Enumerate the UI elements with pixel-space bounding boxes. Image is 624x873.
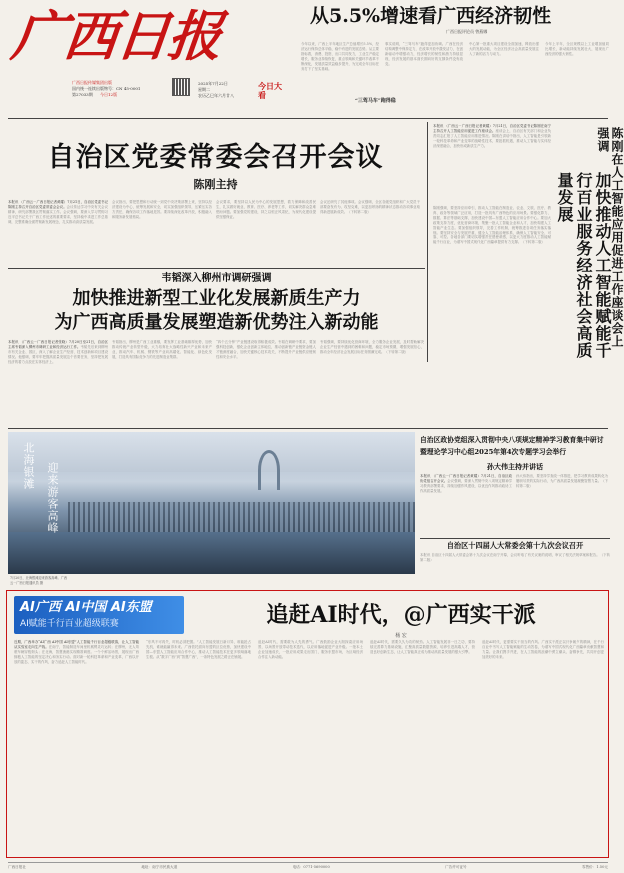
footer-item: 地址：南宁市民族大道	[141, 865, 178, 869]
photo-water	[8, 532, 415, 574]
issn-line: 国内统一连续出版物号：CN 45-0001	[72, 86, 141, 91]
npc-headline[interactable]: 自治区十四届人大常委会第十九次会议召开	[446, 541, 584, 550]
cppcc-headline-2[interactable]: 暨理论学习中心组2025年第4次专题学习会举行	[420, 448, 566, 456]
npc-divider	[420, 538, 610, 539]
right-dateline: 本报讯 （广西云－广西日报记者黄耀）7月21日，自治区党委书记陈刚在南宁主持召开人工智能应用促进工作座谈会。	[433, 124, 551, 133]
second-kicker: 韦韬深入柳州市调研强调	[161, 273, 272, 284]
top-article-text-2: 事实说明，“三驾马车”跑得更加协调。广西在经济结构调整中保持定力，在改革开放中激发活力，在创新驱动中增强动力，经济增长的韧性和潜力持续显现，经济发展的基本面长期向好的支撑条件没有改变。	[385, 42, 463, 66]
ai-byline: 杨 宏	[395, 633, 407, 639]
issue-weekday: 星期二	[198, 87, 210, 92]
lead-dateline: 本报讯 （广西云－广西日报记者黄耀）7月21日，自治区党委书记陈刚主持召开自治区党委常委会会议。	[8, 200, 108, 209]
second-article-col-2: 韦韬指出，柳州是广西工业重镇，要发挥工业基础雄厚优势，加快推动传统产业转型升级，大力培育壮大战略性新兴产业和未来产业，推动汽车、机械、钢铁等产业向高端化、智能化、绿色化发展，打造具有国际竞争力的先进制造业集群。	[112, 340, 212, 359]
newspaper-title: 广西日报	[8, 4, 224, 68]
lead-article-col-1: 本报讯 （广西云－广西日报记者黄耀）7月21日，自治区党委书记陈刚主持召开自治区党委常委会会议。会议传达学习中央有关会议精神，研究部署我区贯彻落实工作。会议强调，要深入学习贯彻习近平总书记关于广西工作论述的重要要求，坚持稳中求进工作总基调，完整准确全面贯彻新发展理念，扎实推动高质量发展。	[8, 200, 108, 224]
lead-article-col-4: 会议还研究了其他事项。会议强调，全区各级党组织和广大党员干部要奋发有为、攻坚克难，以更加昂扬的精神状态推动各项事业取得新进展新成效。（下转第二版）	[320, 200, 420, 214]
lead-article-col-3: 会议要求，要坚持以人民为中心的发展思想，着力保障和改善民生，扎实做好就业、教育、医疗、养老等工作，切实解决群众急难愁盼问题。要加强党的建设，持之以恒正风肃纪，为现代化建设提供坚强保证。	[216, 200, 316, 219]
lead-divider	[8, 268, 425, 269]
footer-rule	[8, 862, 608, 863]
cppcc-article-col-1: 本报讯 （广西云－广西日报记者黄耀）7月21日，自治区政协党组召开会议。会议强调，要深入贯彻中央八项规定精神学习教育部署要求，持续加强作风建设，以优良作风推动政协工作高质量发展。	[420, 474, 512, 493]
lead-subhead: 陈刚主持	[193, 178, 238, 191]
footer-item: 零售价：1.50元	[582, 865, 608, 869]
ai-headline[interactable]: 追赶AI时代，@广西实干派	[266, 602, 536, 628]
right-column-divider	[427, 122, 428, 362]
lead-headline[interactable]: 自治区党委常委会召开会议	[47, 142, 384, 173]
cppcc-subhead: 孙大伟主持并讲话	[487, 462, 543, 471]
second-headline-2[interactable]: 为广西高质量发展塑造新优势注入新动能	[54, 312, 379, 333]
second-dateline: 本报讯 （广西云－广西日报记者张晓）7月20日至21日，自治区主席韦韬深入柳州市调研工业和经济运行工作。	[8, 340, 108, 349]
ai-article-col-5: 追赶AI时代，更需要实干担当的作风。广西实干派正以只争朝夕的精神，在千行百业中书写人工智能赋能的生动答卷，为谱写中国式现代化广西篇章贡献智慧和力量。让我们携手并进，在人工智能的浪潮中勇立潮头、奋楫争先，共同开创更加美好的未来。	[482, 640, 604, 659]
right-headline-top: 陈刚在人工智能应用促进工作座谈会上强调	[596, 127, 624, 348]
ai-banner[interactable]	[14, 596, 184, 634]
top-article-text-3: 中心第一批重大项目建设全面加速，释放出强大的发展动能，为全区经济社会高质量发展注入了新的活力与动力。	[469, 42, 539, 56]
second-headline-1[interactable]: 加快推进新型工业化发展新质生产力	[72, 288, 361, 309]
publisher-line: 广西日报传媒集团出版	[72, 80, 112, 85]
second-article-col-1: 本报讯 （广西云－广西日报记者张晓）7月20日至21日，自治区主席韦韬深入柳州市调研工业和经济运行工作。韦韬先后来到柳州市有关企业、园区，深入了解企业生产经营、技术创新和项目建设情况。他强调，要牢牢把握高质量发展这个首要任务，坚持把发展经济的着力点放在实体经济上。	[8, 340, 109, 364]
ai-article-col-4: 追赶AI时代，需要久久为功的韧劲。人工智能发展非一日之功，要持续完善算力基础设施，汇聚高质量数据资源，培养引进高端人才，营造良好创新生态，让人工智能真正成为推动高质量发展的强大引擎。	[370, 640, 475, 654]
qr-code	[172, 78, 190, 96]
second-article-col-4: 韦韬强调，要持续优化营商环境，全力服务企业发展，及时帮助解决企业生产经营中遇到的困难和问题，稳定市场预期，增强发展信心，推动全年经济社会发展目标任务圆满完成。（下转第二版）	[320, 340, 424, 354]
issue-info	[72, 80, 167, 98]
beach-photo	[8, 432, 415, 574]
issue-lunar-date: 农历乙巳年六月廿八	[198, 93, 234, 98]
right-article-text-top: 本报讯 （广西云－广西日报记者黄耀）7月21日，自治区党委书记陈刚在南宁主持召开人工智能应用促进工作座谈会。座谈会上，自治区有关部门和企业负责同志汇报了人工智能应用推进情况。陈刚在讲话中指出，人工智能是引领新一轮科技革命和产业变革的战略性技术，要抢抓机遇，推动人工智能与实体经济深度融合，加快形成新质生产力。	[433, 124, 552, 148]
footer-item: 广西日报社	[8, 865, 26, 869]
issue-date: 2025年7月22日	[198, 81, 228, 86]
top-article-text-4: 今年上半年，全区规模以上工业增加值同比增长，新动能持续发展壮大，展现出广西经济的强大韧性。	[545, 42, 609, 56]
footer-bar	[8, 864, 608, 870]
masthead-divider	[8, 118, 608, 119]
second-article-col-3: “四个五分钟”产业链建设取得积极成效。韦韬在调研中要求，要加强科技创新，强化企业创新主体地位，推动创新链产业链资金链人才链深度融合，加快关键核心技术攻关，不断提升产业链供应链韧性和安全水平。	[216, 340, 316, 359]
photo-label-1: 北海银滩	[22, 442, 35, 490]
top-byline: 广西日报评论员 曾燕娜	[446, 29, 488, 34]
cppcc-article-col-2: 孙大伟指出，要坚持学查改一体推进，把学习教育成果转化为履职尽责的实际行动，为广西高质量发展凝聚智慧力量。（下转第二版）	[516, 474, 608, 488]
three-carriages-note: “三驾马车”跑得稳	[355, 98, 396, 104]
issue-number: 第27033期	[72, 92, 93, 97]
page-count: 今日12版	[100, 92, 118, 97]
today-label: 今日大看	[258, 81, 282, 100]
photo-caption: 7月20日，北海银滩迎来游客高峰。广西云－广西日报通讯员 摄	[10, 576, 68, 585]
photo-sky-haze	[8, 432, 415, 472]
photo-crowd	[68, 502, 415, 532]
cppcc-dateline: 本报讯 （广西云－广西日报记者黄耀）7月21日，自治区政协党组召开会议。	[420, 474, 512, 483]
top-article-text-1: 今年以来，广西上半年地区生产总值增长5.5%，经济运行保持总体平稳、稳中有进的发展态势。从主要指标看，消费、投资、出口共同发力，工业生产稳定增长，服务业持续恢复，重点领域和关键环节改革不断深化，发展质量效益稳步提升，为完成全年目标任务打下了坚实基础。	[301, 42, 379, 71]
top-headline[interactable]: 从5.5%增速看广西经济韧性	[310, 5, 552, 27]
right-article-text-bottom: 陈刚强调，要坚持应用牵引，推动人工智能在制造业、农业、文旅、医疗、教育、政务等领域广泛应用，打造一批具有广西特色的应用场景。要强化算力、数据、算法等基础支撑，加快建设中国—东盟人工智能应用合作中心。要加大政策支持力度，优化营商环境，集聚一批人工智能企业和人才，加快构建人工智能产业生态。要加强组织领导，完善工作机制，统筹推进各项任务落实落细。要坚持安全与发展并重，健全人工智能治理体系，确保人工智能安全、可靠、可控。各地各部门要切实增强责任感使命感，以更大力度推动人工智能赋能千行百业，为谱写中国式现代化广西篇章提供有力支撑。（下转第二版）	[433, 206, 551, 245]
ai-banner-main: AI广西 AI中国 AI东盟	[20, 600, 152, 615]
cppcc-headline-1[interactable]: 自治区政协党组深入贯彻中央八项规定精神学习教育集中研讨	[420, 436, 604, 444]
second-divider	[8, 428, 608, 429]
ai-lead-paragraph: 近期，广西举办“AI广西 AI中国 AI东盟”人工智能千行百业超级联赛，让人工智能从实验室走向生产线。	[14, 640, 139, 649]
ai-article-col-3: 追赶AI时代，需要敢为人先的勇气。广西鼓励企业大胆探索应用场景，以场景开放带动技术迭代，以应用落地促进产业升级。一批本土企业加速成长，一批应用成果走出国门，服务东盟市场，为区域经济合作注入新动能。	[258, 640, 363, 659]
lead-article-col-2: 会议指出，要把思想和行动统一到党中央决策部署上来，坚持以经济建设为中心，统筹发展和安全，切实加强组织领导，压紧压实各方责任，确保各项工作落地见效。要持续深化改革开放，积极融入和服务新发展格局。	[112, 200, 212, 219]
footer-item: 电话：0771-5690000	[292, 865, 330, 869]
photo-label-2: 迎来游客高峰	[46, 462, 59, 534]
ai-article-col-1: 近期，广西举办“AI广西 AI中国 AI东盟”人工智能千行百业超级联赛，让人工智能从实验室走向生产线。在南宁，智能制造车间里机械臂灵巧运转；在柳州，无人驾驶车辆穿梭街头；在北海，智慧渔港实现精准调度。一个个鲜活场景，展现出广西拥抱人工智能的坚定决心和务实行动。面对新一轮科技革命和产业变革，广西以开放的姿态、实干的作风，奋力追赶人工智能时代。	[14, 640, 140, 664]
footer-item: 广告许可证号	[445, 865, 467, 869]
ai-banner-sub: AI赋能千行百业超级联赛	[20, 619, 119, 629]
npc-article-text: 本报讯 自治区十四届人大常委会第十九次会议在南宁开幕，会议听取了有关议案的说明，审议了相关法规草案和报告。（下转第二版）	[420, 553, 610, 562]
date-block	[198, 81, 258, 99]
photo-sculpture	[258, 450, 280, 490]
right-headline-main[interactable]: 加快推动人工智能赋能千行百业服务经济社会高质量发展	[555, 172, 612, 359]
ai-article-col-2: “东风不可再失，时机必须把握。”人工智能发展日新月异，谁能抢占先机，谁就能赢得未来。广西依托面向东盟的区位优势，加快建设中国—东盟人工智能应用合作中心，推动人工智能技术在更多领域落地生根。从“数字广西”到“智慧广西”，一条特色发展之路正在铺展。	[146, 640, 251, 659]
